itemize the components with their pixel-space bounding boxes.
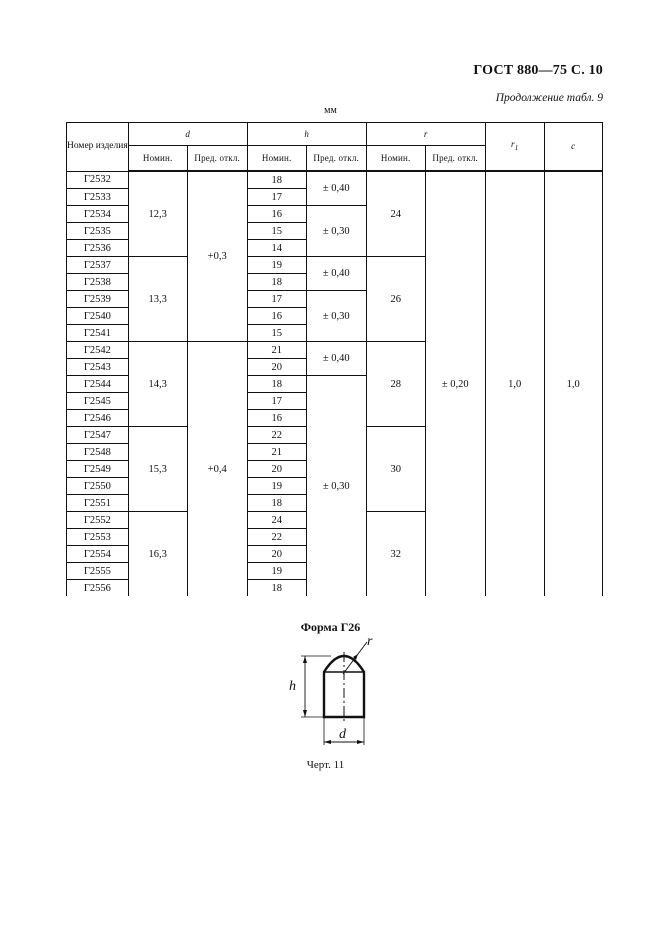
r1-cell: 1,0 (485, 171, 544, 596)
h-nom-cell: 19 (247, 563, 306, 580)
h-nom-cell: 15 (247, 325, 306, 342)
row-id: Г2542 (67, 342, 129, 359)
r-nom-cell: 30 (366, 427, 425, 512)
table-body (67, 171, 603, 596)
row-id: Г2532 (67, 171, 129, 189)
subheader-r-dev: Пред. откл. (425, 146, 485, 172)
column-header-c: c (544, 123, 602, 172)
figure-caption: Черт. 11 (306, 759, 345, 771)
h-nom-cell: 21 (247, 444, 306, 461)
h-dev-cell: ± 0,40 (306, 257, 366, 291)
d-nom-cell: 14,3 (128, 342, 187, 427)
d-nom-cell: 16,3 (128, 512, 187, 597)
row-id: Г2538 (67, 274, 129, 291)
r-nom-cell: 26 (366, 257, 425, 342)
column-header-r: r (366, 123, 485, 146)
row-id: Г2534 (67, 206, 129, 223)
row-id: Г2550 (67, 478, 129, 495)
row-id: Г2535 (67, 223, 129, 240)
h-dev-cell: ± 0,30 (306, 291, 366, 342)
row-id: Г2548 (67, 444, 129, 461)
d-arrow-left (324, 740, 331, 744)
h-nom-cell: 17 (247, 189, 306, 206)
d-arrow-right (357, 740, 364, 744)
column-header-h: h (247, 123, 366, 146)
h-nom-cell: 19 (247, 257, 306, 274)
row-id: Г2541 (67, 325, 129, 342)
row-id: Г2540 (67, 308, 129, 325)
h-nom-cell: 19 (247, 478, 306, 495)
label-d: d (339, 727, 346, 742)
h-nom-cell: 22 (247, 529, 306, 546)
row-id: Г2543 (67, 359, 129, 376)
subheader-d-nom: Номин. (128, 146, 187, 172)
row-id: Г2536 (67, 240, 129, 257)
row-id: Г2533 (67, 189, 129, 206)
h-dev-cell: ± 0,40 (306, 342, 366, 376)
row-id: Г2556 (67, 580, 129, 597)
d-nom-cell: 15,3 (128, 427, 187, 512)
h-nom-cell: 17 (247, 393, 306, 410)
d-nom-cell: 13,3 (128, 257, 187, 342)
h-nom-cell: 18 (247, 580, 306, 597)
h-nom-cell: 14 (247, 240, 306, 257)
h-nom-cell: 15 (247, 223, 306, 240)
h-nom-cell: 20 (247, 461, 306, 478)
r-nom-cell: 28 (366, 342, 425, 427)
row-id: Г2537 (67, 257, 129, 274)
r-nom-cell: 32 (366, 512, 425, 597)
h-nom-cell: 17 (247, 291, 306, 308)
row-id: Г2549 (67, 461, 129, 478)
row-id: Г2555 (67, 563, 129, 580)
h-nom-cell: 16 (247, 308, 306, 325)
h-nom-cell: 20 (247, 546, 306, 563)
h-arrow-top (303, 656, 307, 663)
h-nom-cell: 18 (247, 495, 306, 512)
label-h: h (289, 679, 296, 694)
table-continuation-label: Продолжение табл. 9 (495, 92, 603, 104)
shape-drawing-svg (283, 632, 383, 752)
h-nom-cell: 18 (247, 171, 306, 189)
subheader-h-nom: Номин. (247, 146, 306, 172)
d-dev-cell: +0,3 (187, 171, 247, 342)
h-dev-cell: ± 0,30 (306, 376, 366, 597)
unit-label: мм (324, 105, 337, 116)
row-id: Г2552 (67, 512, 129, 529)
column-header-d: d (128, 123, 247, 146)
standard-header: ГОСТ 880—75 С. 10 (473, 63, 603, 78)
shape-drawing (283, 632, 383, 757)
h-nom-cell: 24 (247, 512, 306, 529)
label-r: r (367, 634, 373, 649)
table-row (67, 171, 603, 189)
row-id: Г2546 (67, 410, 129, 427)
row-id: Г2545 (67, 393, 129, 410)
h-dev-cell: ± 0,30 (306, 206, 366, 257)
h-nom-cell: 21 (247, 342, 306, 359)
dimensions-table (66, 122, 603, 596)
d-dev-cell: +0,4 (187, 342, 247, 597)
h-nom-cell: 16 (247, 410, 306, 427)
h-nom-cell: 18 (247, 274, 306, 291)
h-dev-cell: ± 0,40 (306, 171, 366, 206)
d-nom-cell: 12,3 (128, 171, 187, 257)
r-dev-cell: ± 0,20 (425, 171, 485, 596)
h-nom-cell: 16 (247, 206, 306, 223)
r-nom-cell: 24 (366, 171, 425, 257)
subheader-d-dev: Пред. откл. (187, 146, 247, 172)
h-nom-cell: 20 (247, 359, 306, 376)
row-id: Г2544 (67, 376, 129, 393)
h-arrow-bottom (303, 710, 307, 717)
figure-title: Форма Г26 (300, 620, 361, 634)
h-nom-cell: 22 (247, 427, 306, 444)
row-id: Г2547 (67, 427, 129, 444)
row-id: Г2554 (67, 546, 129, 563)
column-header-id: Номер изделия (67, 123, 129, 172)
column-header-r1: $r_1$ (485, 123, 544, 172)
subheader-r-nom: Номин. (366, 146, 425, 172)
row-id: Г2539 (67, 291, 129, 308)
row-id: Г2553 (67, 529, 129, 546)
c-cell: 1,0 (544, 171, 602, 596)
subheader-h-dev: Пред. откл. (306, 146, 366, 172)
h-nom-cell: 18 (247, 376, 306, 393)
row-id: Г2551 (67, 495, 129, 512)
